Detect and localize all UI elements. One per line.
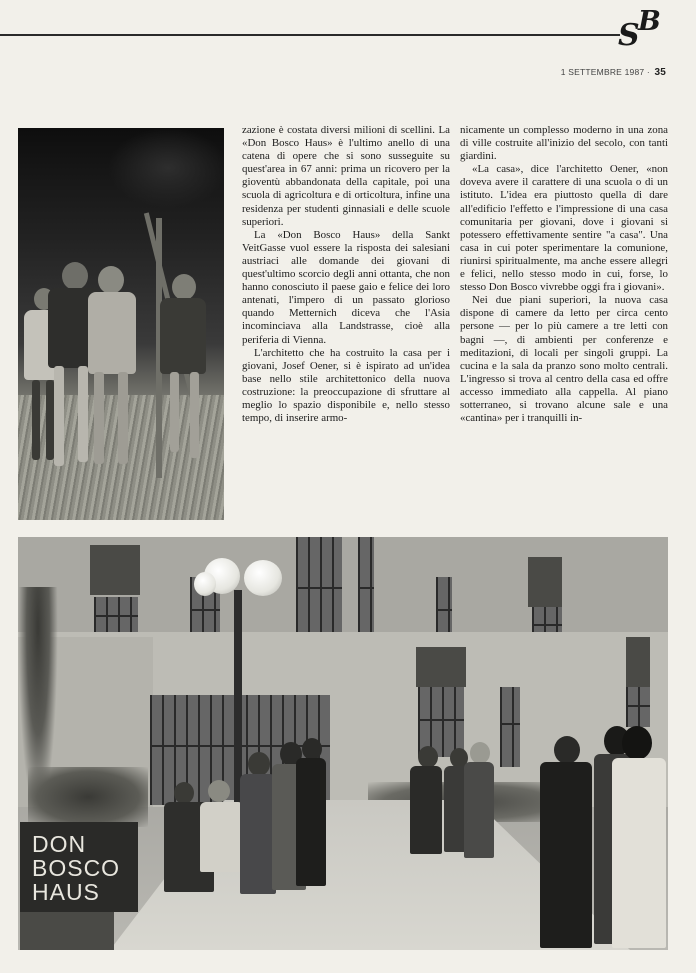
building-window	[626, 687, 650, 727]
street-lamp-globe	[244, 560, 282, 596]
logo-letter-b: B	[638, 6, 661, 37]
col2-paragraph-2: «La casa», dice l'architetto Oener, «non doveva avere il carattere di una scuola o di un istituto. L'idea era piuttosto quella di dare all'edificio l'effetto e l'impressione di una casa comunitaria per giovani, dove i giovani si potessero effettivamente sentire "a casa". Una casa in cui poter sperimentare la comunione, riunirsi spiritualmente, ma anche essere allegri e felici, nello stesso modo in cui, forse, lo stesso Don Bosco vivrebbe oggi fra i giovani».	[460, 163, 668, 294]
article-column-2	[460, 124, 668, 425]
sign-line-2: BOSCO	[32, 855, 121, 881]
col2-paragraph-3: Nei due piani superiori, la nuova casa dispone di camere da letto per circa cento persone — per lo più camere a tre letti con bagni —, di ambienti per conferenze e meditazioni, di locali per singoli gruppi. La cucina e la sala da pranzo sono molto centrali. L'ingresso si trova al centro della casa ed offre accesso immediato alla cappella. Al piano sotterraneo, si trovano alcune sale e una «cantina» per i tranquilli in-	[460, 294, 668, 425]
col1-paragraph-1: zazione è costata diversi milioni di scellini. La «Don Bosco Haus» è l'ultimo anello di una catena di opere che si sono susseguite su quest'area in 67 anni: prima un ricovero per la gioventù abbandonata della capitale, poi una scuola di agricoltura e di orticoltura, infine una residenza per studenti ginnasiali e delle scuole superiori.	[242, 124, 450, 228]
sign-line-3: HAUS	[32, 879, 100, 905]
photo-boys-playing	[18, 128, 224, 520]
date-separator: ·	[646, 67, 650, 77]
col2-paragraph-1: nicamente un complesso moderno in una zona di ville costruite all'inizio del secolo, con tanti giardini.	[460, 124, 668, 163]
sign-base	[20, 912, 114, 950]
col1-paragraph-2: La «Don Bosco Haus» della Sankt VeitGasse vuol essere la risposta dei salesiani austriaci alle domande dei giovani di quest'ultimo scorcio degli anni ottanta, che non hanno conosciuto il paese gaio e felice dei loro antenati, l'impero di un passato glorioso quando Metternich diceva che l'Asia incominciava alla Landstrasse, cioè alla periferia di Vienna.	[242, 228, 450, 346]
header-rule	[0, 34, 620, 36]
building-dark-panel	[90, 545, 140, 595]
building-dark-panel	[528, 557, 562, 607]
building-window	[500, 687, 520, 767]
magazine-logo	[618, 6, 678, 56]
issue-date: 1 SETTEMBRE 1987	[560, 67, 645, 77]
col1-paragraph-3: L'architetto che ha costruito la casa per i giovani, Josef Oener, si è ispirato ad un'idea base nello stile architettonico della nuova costruzione: la preoccupazione di sfruttare al meglio lo spazio disponibile e, nello stesso tempo, di inserire armo-	[242, 346, 450, 425]
street-lamp-globe	[194, 572, 216, 596]
issue-date-line	[561, 67, 666, 78]
photo-shrubs	[28, 767, 148, 827]
don-bosco-haus-sign	[20, 822, 138, 912]
sign-line-1: DON	[32, 831, 87, 857]
logo-letter-s: S	[618, 18, 640, 53]
building-dark-panel	[416, 647, 466, 687]
page-number: 35	[654, 67, 666, 78]
building-window	[94, 597, 138, 637]
article-column-1	[242, 124, 450, 425]
building-dark-panel	[626, 637, 650, 687]
